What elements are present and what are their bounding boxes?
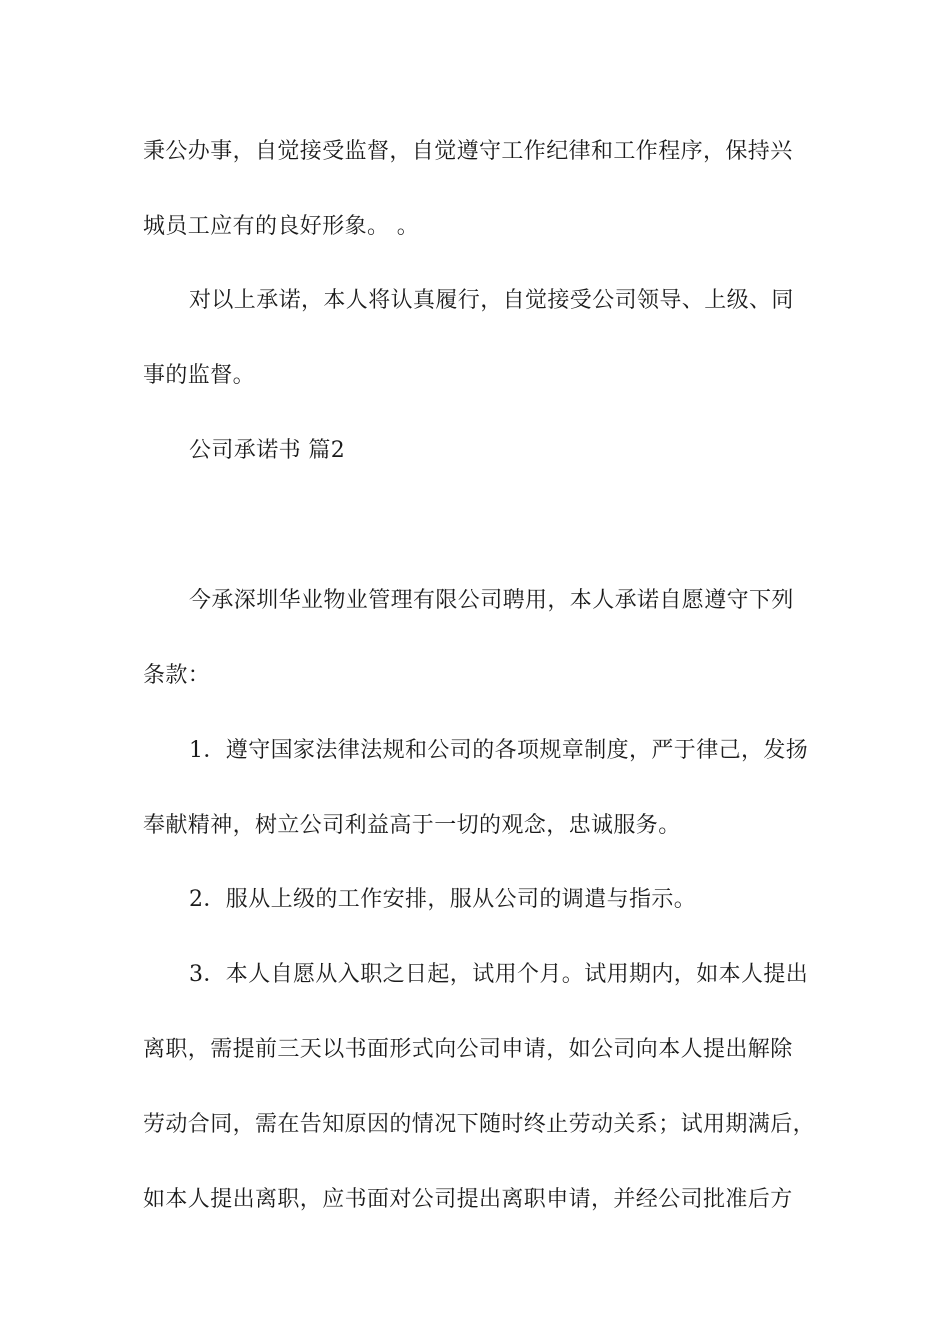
paragraph-start: 今承深圳华业物业管理有限公司聘用，本人承诺自愿遵守下列: [189, 588, 794, 613]
text-line: 如本人提出离职，应书面对公司提出离职申请，并经公司批准后方: [143, 1187, 793, 1212]
list-item-1: 1．遵守国家法律法规和公司的各项规章制度，严于律己，发扬: [189, 738, 809, 763]
text-line: 事的监督。: [143, 363, 256, 388]
section-title: 公司承诺书 篇2: [189, 438, 346, 463]
text-line: 条款：: [143, 663, 211, 688]
text-line: 劳动合同，需在告知原因的情况下随时终止劳动关系；试用期满后，: [143, 1112, 816, 1137]
text-line: 奉献精神，树立公司利益高于一切的观念，忠诚服务。: [143, 813, 681, 838]
paragraph-start: 对以上承诺，本人将认真履行，自觉接受公司领导、上级、同: [189, 288, 794, 313]
text-line: 离职，需提前三天以书面形式向公司申请，如公司向本人提出解除: [143, 1037, 793, 1062]
text-line: 城员工应有的良好形象。 。: [143, 214, 420, 239]
text-line: 秉公办事，自觉接受监督，自觉遵守工作纪律和工作程序，保持兴: [143, 139, 793, 164]
list-item-3: 3．本人自愿从入职之日起，试用个月。试用期内，如本人提出: [189, 962, 809, 987]
list-item-2: 2．服从上级的工作安排，服从公司的调遣与指示。: [189, 887, 697, 912]
